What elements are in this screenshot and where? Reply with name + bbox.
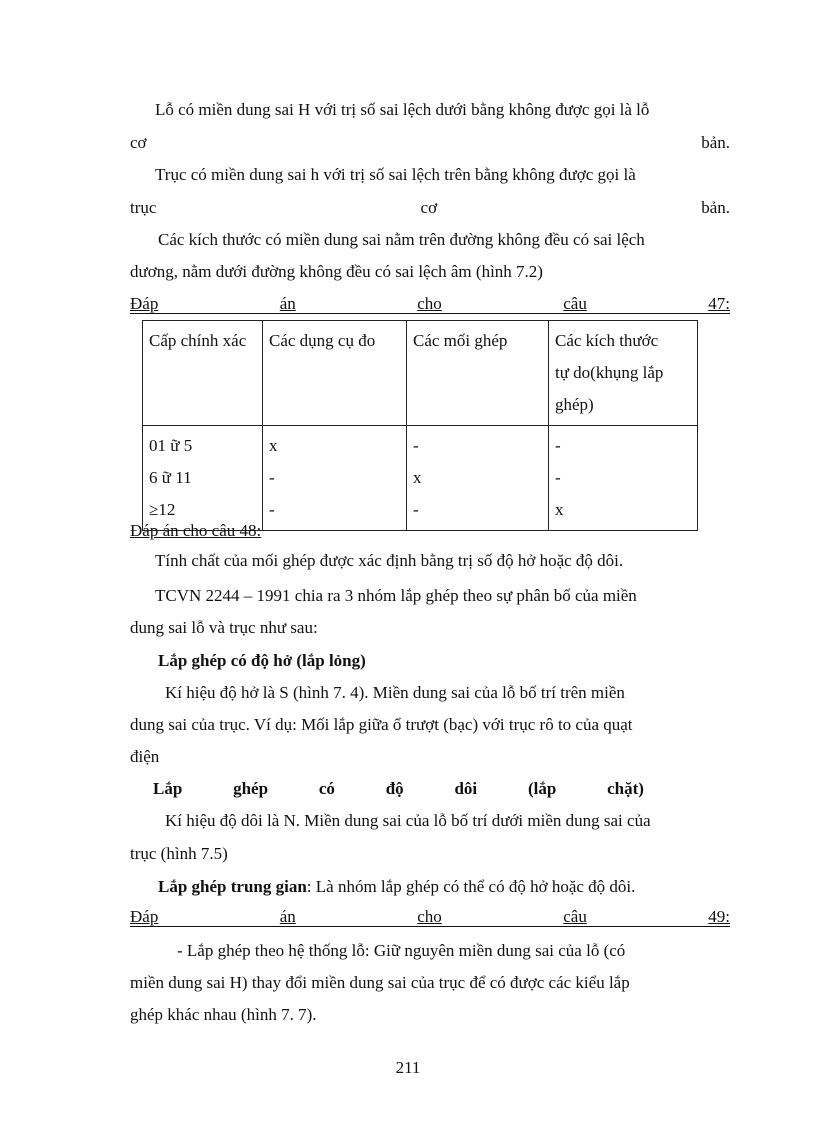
- para-2-line-1: Trục có miền dung sai h với trị số sai lệch trên bằng không được gọi là: [155, 165, 636, 184]
- word: câu: [563, 907, 587, 926]
- word: câu: [563, 294, 587, 313]
- header-cell: Các mối ghép: [407, 321, 549, 426]
- word: bản.: [701, 133, 730, 152]
- answer-48-heading: Đáp án cho câu 48:: [130, 521, 262, 540]
- para-1-line-2: [130, 132, 730, 154]
- s48-heading-2: [153, 778, 644, 800]
- word: ghép: [233, 779, 269, 798]
- heading-text: Lắp ghép có độ hở (lắp lỏng): [158, 651, 366, 670]
- table-cell: [263, 426, 407, 531]
- word: cho: [417, 294, 442, 313]
- word: 49:: [708, 907, 730, 926]
- cell-line: x: [269, 436, 278, 455]
- s49-line-2: miền dung sai H) thay đổi miền dung sai của trục để có được các kiểu lắp: [130, 973, 630, 992]
- para-1-line-1: Lỗ có miền dung sai H với trị số sai lệch dưới bằng không được gọi là lỗ: [155, 100, 650, 119]
- s48-line-4: Kí hiệu độ hở là S (hình 7. 4). Miền dung sai của lỗ bố trí trên miền: [165, 683, 625, 702]
- table-cell: [407, 426, 549, 531]
- word: Đáp: [130, 907, 159, 926]
- word: bản.: [701, 198, 730, 217]
- table-cell: [549, 426, 698, 531]
- s48-line-8: trục (hình 7.5): [130, 844, 228, 863]
- word: dôi: [454, 779, 478, 798]
- header-cell: [549, 321, 698, 426]
- s48-line-2: TCVN 2244 – 1991 chia ra 3 nhóm lắp ghép theo sự phân bố của miền: [155, 586, 637, 605]
- word: Lắp: [153, 779, 183, 798]
- s49-line-1: - Lắp ghép theo hệ thống lỗ: Giữ nguyên miền dung sai của lỗ (có: [177, 941, 626, 960]
- table-47: [142, 320, 698, 531]
- heading-text: Lắp ghép trung gian: [158, 877, 307, 896]
- word: cơ: [130, 133, 147, 152]
- answer-47-heading: [130, 293, 730, 315]
- cell-line: 6 ữ 11: [149, 468, 192, 487]
- word: cơ: [420, 198, 438, 217]
- word: (lắp: [527, 779, 557, 798]
- header-line: tự do(khụng lắp: [555, 363, 664, 382]
- s48-heading-1: [158, 650, 730, 672]
- s48-line-5: dung sai của trục. Ví dụ: Mối lắp giữa ổ trượt (bạc) với trục rô to của quạt: [130, 715, 633, 734]
- header-cell: Cấp chính xác: [143, 321, 263, 426]
- cell-line: x: [413, 468, 422, 487]
- word: án: [279, 294, 296, 313]
- cell-line: x: [555, 500, 564, 519]
- cell-line: -: [269, 468, 275, 487]
- cell-line: -: [555, 436, 561, 455]
- word: cho: [417, 907, 442, 926]
- s48-line-1: Tính chất của mối ghép được xác định bằng trị số độ hở hoặc độ dôi.: [155, 551, 624, 570]
- answer-49-rule: [130, 926, 730, 927]
- cell-line: -: [413, 436, 419, 455]
- answer-47-rule: [130, 313, 730, 314]
- header-line: Các kích thước: [555, 331, 659, 350]
- answer-49-heading: [130, 906, 730, 928]
- header-cell: Các dụng cụ đo: [263, 321, 407, 426]
- cell-line: ≥12: [149, 500, 176, 519]
- cell-line: -: [555, 468, 561, 487]
- table-header-row: [143, 321, 698, 426]
- word: trục: [130, 198, 157, 217]
- s48-line-7: Kí hiệu độ dôi là N. Miền dung sai của lỗ bố trí dưới miền dung sai của: [165, 811, 651, 830]
- para-3-line-1: Các kích thước có miền dung sai nằm trên đường không đều có sai lệch: [158, 230, 645, 249]
- header-line: ghép): [555, 395, 594, 414]
- para-2-line-2: [130, 197, 730, 219]
- word: án: [279, 907, 296, 926]
- table-row: [143, 426, 698, 531]
- s48-line-3: dung sai lỗ và trục như sau:: [130, 618, 318, 637]
- cell-line: -: [269, 500, 275, 519]
- s48-line-9: [158, 876, 730, 898]
- cell-line: 01 ữ 5: [149, 436, 193, 455]
- word: độ: [385, 779, 404, 798]
- table-cell: [143, 426, 263, 531]
- page-number: 211: [395, 1058, 421, 1077]
- para-3-line-2: dương, nằm dưới đường không đều có sai lệch âm (hình 7.2): [130, 262, 543, 281]
- line-text: : Là nhóm lắp ghép có thể có độ hở hoặc độ dôi.: [306, 877, 636, 896]
- word: chặt): [607, 779, 644, 798]
- word: có: [318, 779, 335, 798]
- word: 47:: [708, 294, 730, 313]
- word: Đáp: [130, 294, 159, 313]
- s48-line-6: điện: [130, 747, 160, 766]
- s49-line-3: ghép khác nhau (hình 7. 7).: [130, 1005, 317, 1024]
- cell-line: -: [413, 500, 419, 519]
